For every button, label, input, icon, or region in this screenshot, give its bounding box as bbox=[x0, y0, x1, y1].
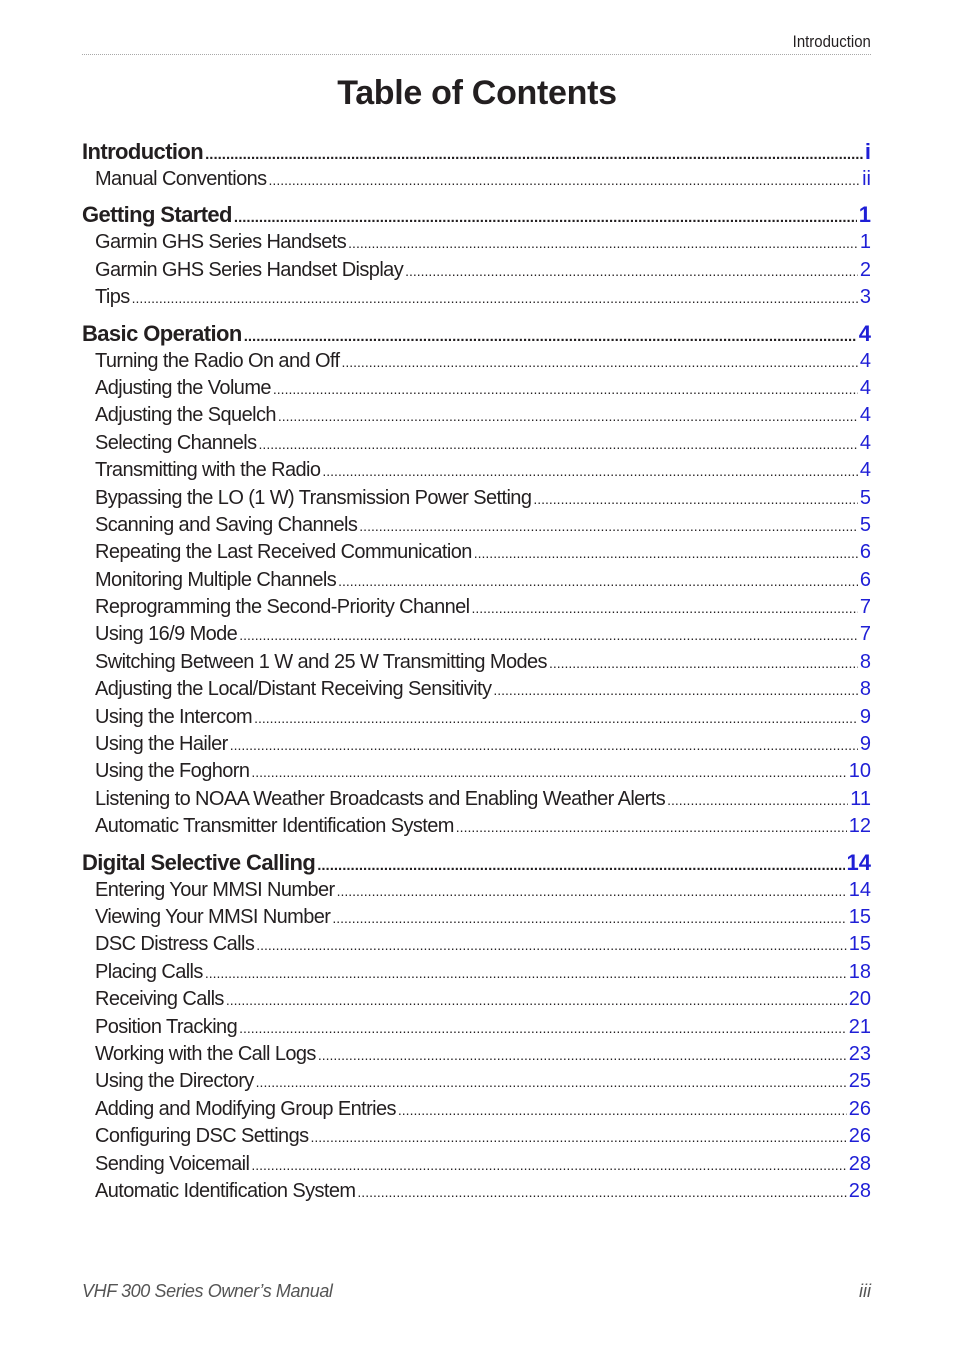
toc-entry[interactable] bbox=[82, 594, 871, 621]
toc-section bbox=[82, 201, 871, 311]
toc-entry-title: Manual Conventions bbox=[95, 168, 267, 190]
table-of-contents bbox=[82, 138, 871, 1213]
page-title: Table of Contents bbox=[337, 74, 617, 112]
dot-leader bbox=[456, 813, 847, 840]
dot-leader bbox=[251, 1151, 846, 1178]
toc-entry-title: Selecting Channels bbox=[95, 431, 257, 454]
toc-entry[interactable] bbox=[82, 567, 871, 594]
toc-page-link[interactable]: 5 bbox=[859, 486, 871, 509]
toc-page-link[interactable]: 12 bbox=[848, 815, 871, 838]
dot-leader bbox=[317, 849, 844, 877]
toc-page-link[interactable]: 10 bbox=[848, 760, 871, 783]
toc-entry-title: Entering Your MMSI Number bbox=[95, 878, 335, 901]
toc-entry-title: Switching Between 1 W and 25 W Transmitting Modes bbox=[95, 650, 547, 673]
toc-page-link[interactable]: 20 bbox=[848, 988, 871, 1011]
dot-leader bbox=[273, 375, 858, 402]
toc-section-entry[interactable] bbox=[82, 138, 871, 166]
dot-leader bbox=[256, 1068, 847, 1095]
toc-page-link[interactable]: 26 bbox=[848, 1125, 871, 1148]
dot-leader bbox=[256, 931, 847, 958]
dot-leader bbox=[278, 402, 858, 429]
toc-entry[interactable] bbox=[82, 621, 871, 648]
toc-entry-title: Configuring DSC Settings bbox=[95, 1125, 309, 1148]
toc-entry-title: Position Tracking bbox=[95, 1015, 238, 1038]
toc-entry[interactable] bbox=[82, 959, 871, 986]
toc-page-link[interactable]: 1 bbox=[858, 202, 871, 228]
dot-leader bbox=[226, 986, 847, 1013]
toc-page-link[interactable]: 2 bbox=[859, 258, 871, 281]
toc-entry-title: Transmitting with the Radio bbox=[95, 459, 321, 482]
toc-entry[interactable] bbox=[82, 1014, 871, 1041]
toc-page-link[interactable]: 4 bbox=[859, 349, 871, 372]
toc-entry-title: Monitoring Multiple Channels bbox=[95, 568, 337, 591]
toc-page-link[interactable]: 23 bbox=[848, 1042, 871, 1065]
toc-page-link[interactable]: 4 bbox=[858, 320, 871, 346]
toc-entry-title: DSC Distress Calls bbox=[95, 933, 255, 956]
toc-page-link[interactable]: 9 bbox=[859, 705, 871, 728]
dot-leader bbox=[341, 348, 857, 375]
toc-entry[interactable] bbox=[82, 931, 871, 958]
toc-entry-title: Repeating the Last Received Communication bbox=[95, 541, 472, 564]
footer-manual-title: VHF 300 Series Owner’s Manual bbox=[82, 1281, 333, 1301]
dot-leader bbox=[311, 1123, 847, 1150]
toc-entry-title: Adjusting the Squelch bbox=[95, 404, 276, 427]
toc-entry-title: Working with the Call Logs bbox=[95, 1042, 316, 1065]
toc-entry[interactable] bbox=[82, 284, 871, 311]
toc-entry[interactable] bbox=[82, 1068, 871, 1095]
toc-page-link[interactable]: ii bbox=[862, 168, 871, 190]
toc-entry-title: Adding and Modifying Group Entries bbox=[95, 1097, 396, 1120]
toc-page-link[interactable]: 3 bbox=[859, 286, 871, 309]
dot-leader bbox=[269, 166, 861, 193]
toc-entry[interactable] bbox=[82, 348, 871, 375]
running-header: Introduction bbox=[792, 32, 871, 51]
toc-entry[interactable] bbox=[82, 430, 871, 457]
toc-page-link[interactable]: 4 bbox=[859, 376, 871, 399]
toc-entry-title: Automatic Transmitter Identification System bbox=[95, 815, 454, 838]
dot-leader bbox=[259, 430, 858, 457]
toc-page-link[interactable]: 28 bbox=[848, 1179, 871, 1202]
toc-entry-title: Garmin GHS Series Handsets bbox=[95, 231, 347, 254]
dot-leader bbox=[205, 959, 847, 986]
dot-leader bbox=[234, 201, 857, 229]
dot-leader bbox=[348, 229, 858, 256]
toc-page-link[interactable]: 7 bbox=[859, 596, 871, 619]
toc-entry-title: Reprogramming the Second-Priority Channel bbox=[95, 596, 470, 619]
toc-entry[interactable] bbox=[82, 731, 871, 758]
toc-page-link[interactable]: 18 bbox=[848, 960, 871, 983]
toc-entry-title: Garmin GHS Series Handset Display bbox=[95, 258, 404, 281]
dot-leader bbox=[318, 1041, 847, 1068]
toc-page-link[interactable]: 9 bbox=[859, 733, 871, 756]
header-divider bbox=[82, 54, 871, 55]
toc-entry-title: Using the Foghorn bbox=[95, 760, 250, 783]
toc-section-entry[interactable] bbox=[82, 320, 871, 348]
toc-page-link[interactable]: 8 bbox=[859, 650, 871, 673]
toc-entry[interactable] bbox=[82, 1178, 871, 1205]
toc-page-link[interactable]: 4 bbox=[859, 431, 871, 454]
toc-page-link[interactable]: 11 bbox=[850, 787, 871, 810]
toc-entry-title: Bypassing the LO (1 W) Transmission Power Setting bbox=[95, 486, 532, 509]
toc-entry[interactable] bbox=[82, 986, 871, 1013]
toc-page-link[interactable]: i bbox=[864, 139, 871, 164]
toc-entry[interactable] bbox=[82, 457, 871, 484]
toc-entry[interactable] bbox=[82, 813, 871, 840]
toc-page-link[interactable]: 25 bbox=[848, 1070, 871, 1093]
toc-entry-title: Using 16/9 Mode bbox=[95, 623, 238, 646]
toc-section-entry[interactable] bbox=[82, 201, 871, 229]
toc-entry-title: Adjusting the Local/Distant Receiving Sensitivity bbox=[95, 678, 492, 701]
toc-entry-title: Using the Directory bbox=[95, 1070, 254, 1093]
dot-leader bbox=[322, 457, 857, 484]
toc-entry-title: Listening to NOAA Weather Broadcasts and Enabling Weather Alerts bbox=[95, 787, 666, 810]
toc-entry[interactable] bbox=[82, 539, 871, 566]
dot-leader bbox=[493, 676, 858, 703]
toc-section-entry[interactable] bbox=[82, 849, 871, 877]
footer-page-number: iii bbox=[859, 1281, 871, 1301]
dot-leader bbox=[239, 1014, 847, 1041]
toc-entry[interactable] bbox=[82, 758, 871, 785]
dot-leader bbox=[251, 758, 846, 785]
toc-entry[interactable] bbox=[82, 1151, 871, 1178]
toc-page-link[interactable]: 8 bbox=[859, 678, 871, 701]
toc-entry[interactable] bbox=[82, 649, 871, 676]
dot-leader bbox=[474, 539, 858, 566]
dot-leader bbox=[132, 284, 858, 311]
dot-leader bbox=[405, 257, 858, 284]
toc-entry-title: Scanning and Saving Channels bbox=[95, 513, 358, 536]
toc-page-link[interactable]: 15 bbox=[848, 905, 871, 928]
dot-leader bbox=[359, 512, 858, 539]
dot-leader bbox=[398, 1096, 847, 1123]
toc-entry[interactable] bbox=[82, 257, 871, 284]
toc-page-link[interactable]: 6 bbox=[859, 568, 871, 591]
toc-entry[interactable] bbox=[82, 904, 871, 931]
dot-leader bbox=[549, 649, 858, 676]
toc-entry-title: Tips bbox=[95, 286, 130, 309]
toc-entry[interactable] bbox=[82, 1123, 871, 1150]
toc-entry[interactable] bbox=[82, 485, 871, 512]
toc-entry[interactable] bbox=[82, 229, 871, 256]
toc-section-title: Digital Selective Calling bbox=[82, 849, 316, 875]
toc-entry[interactable] bbox=[82, 877, 871, 904]
toc-page-link[interactable]: 14 bbox=[848, 878, 871, 901]
dot-leader bbox=[337, 877, 847, 904]
toc-section bbox=[82, 138, 871, 193]
toc-page-link[interactable]: 28 bbox=[848, 1152, 871, 1175]
toc-entry[interactable] bbox=[82, 1096, 871, 1123]
toc-page-link[interactable]: 14 bbox=[846, 849, 871, 875]
dot-leader bbox=[244, 320, 857, 348]
toc-page-link[interactable]: 15 bbox=[848, 933, 871, 956]
toc-entry-title: Viewing Your MMSI Number bbox=[95, 905, 331, 928]
toc-section-title: Introduction bbox=[82, 139, 204, 164]
toc-page-link[interactable]: 4 bbox=[859, 404, 871, 427]
toc-section bbox=[82, 849, 871, 1206]
toc-page-link[interactable]: 21 bbox=[848, 1015, 871, 1038]
toc-page-link[interactable]: 7 bbox=[859, 623, 871, 646]
toc-entry[interactable] bbox=[82, 166, 871, 193]
toc-page-link[interactable]: 6 bbox=[859, 541, 871, 564]
toc-entry-title: Turning the Radio On and Off bbox=[95, 349, 340, 372]
dot-leader bbox=[357, 1178, 846, 1205]
toc-entry[interactable] bbox=[82, 1041, 871, 1068]
dot-leader bbox=[338, 567, 858, 594]
toc-entry[interactable] bbox=[82, 402, 871, 429]
toc-section bbox=[82, 320, 871, 841]
toc-entry-title: Sending Voicemail bbox=[95, 1152, 250, 1175]
toc-page-link[interactable]: 4 bbox=[859, 459, 871, 482]
dot-leader bbox=[533, 485, 858, 512]
dot-leader bbox=[667, 786, 848, 813]
toc-section-title: Basic Operation bbox=[82, 320, 242, 346]
dot-leader bbox=[205, 138, 863, 166]
toc-entry[interactable] bbox=[82, 676, 871, 703]
toc-entry-title: Using the Hailer bbox=[95, 733, 228, 756]
dot-leader bbox=[332, 904, 846, 931]
toc-page-link[interactable]: 26 bbox=[848, 1097, 871, 1120]
dot-leader bbox=[471, 594, 857, 621]
toc-entry-title: Using the Intercom bbox=[95, 705, 253, 728]
dot-leader bbox=[254, 704, 858, 731]
toc-entry[interactable] bbox=[82, 375, 871, 402]
toc-page-link[interactable]: 1 bbox=[859, 231, 871, 254]
toc-entry[interactable] bbox=[82, 512, 871, 539]
toc-entry-title: Placing Calls bbox=[95, 960, 203, 983]
toc-page-link[interactable]: 5 bbox=[859, 513, 871, 536]
dot-leader bbox=[239, 621, 858, 648]
toc-entry[interactable] bbox=[82, 786, 871, 813]
toc-section-title: Getting Started bbox=[82, 202, 232, 228]
toc-entry-title: Adjusting the Volume bbox=[95, 376, 271, 399]
toc-entry-title: Receiving Calls bbox=[95, 988, 224, 1011]
toc-entry-title: Automatic Identification System bbox=[95, 1179, 356, 1202]
dot-leader bbox=[230, 731, 858, 758]
toc-entry[interactable] bbox=[82, 704, 871, 731]
